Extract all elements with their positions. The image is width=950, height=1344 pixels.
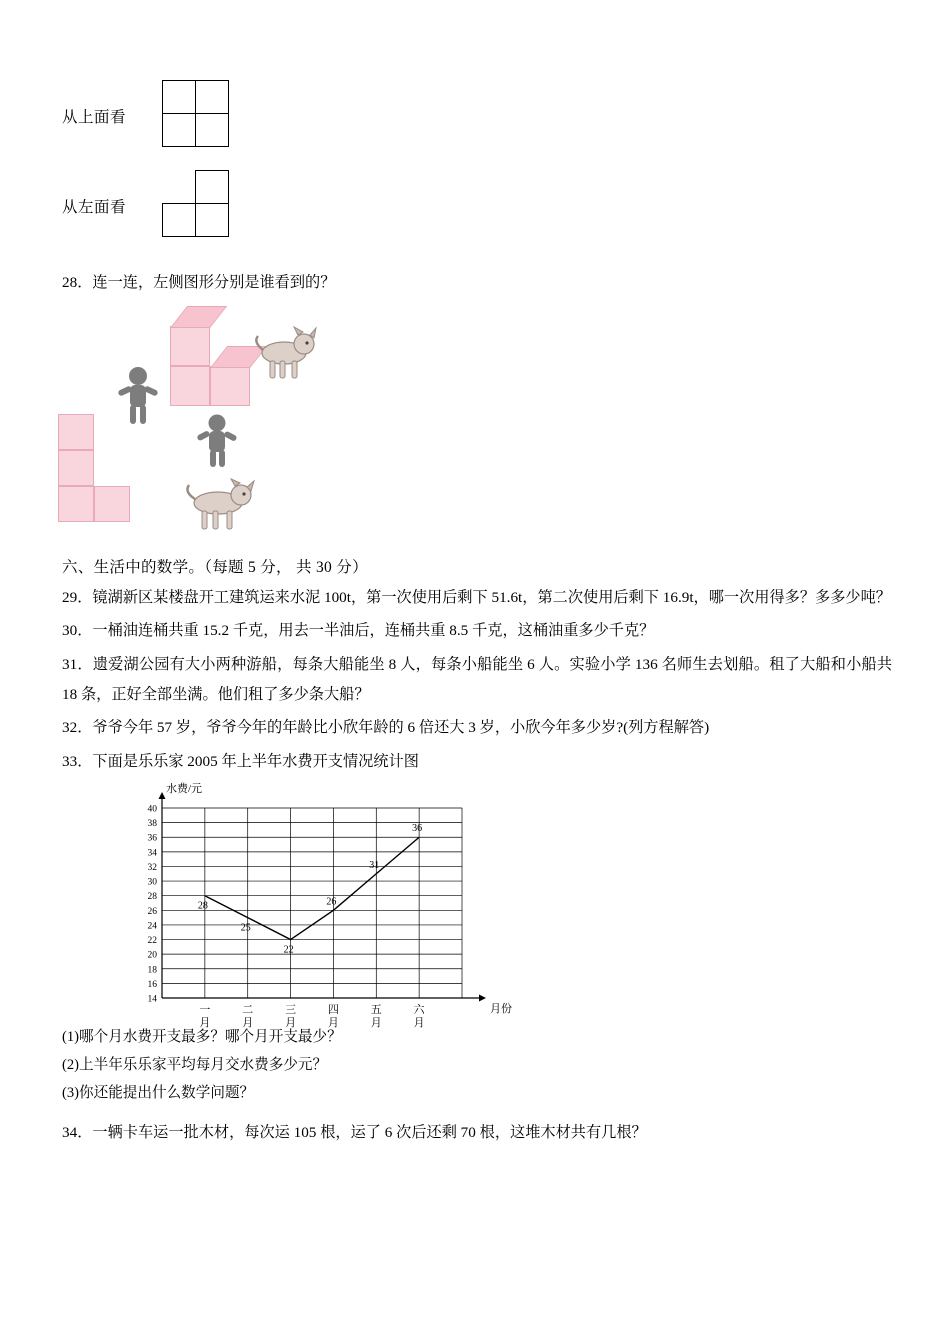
shape-2x2 (162, 80, 234, 152)
svg-text:16: 16 (147, 980, 157, 991)
problem-34: 34．一辆卡车运一批木材，每次运 105 根，运了 6 次后还剩 70 根，这堆木材共有几根？ (62, 1123, 647, 1141)
svg-text:水费/元: 水费/元 (166, 783, 203, 796)
grid-cell (162, 80, 196, 114)
shape-l (162, 170, 234, 242)
svg-text:32: 32 (147, 863, 157, 874)
svg-text:18: 18 (147, 965, 157, 976)
svg-text:月: 月 (285, 1017, 297, 1030)
svg-text:26: 26 (147, 907, 157, 918)
sub-question-2: (2)上半年乐乐家平均每月交水费多少元？ (62, 1057, 328, 1074)
grid-cell (195, 203, 229, 237)
svg-text:22: 22 (147, 936, 157, 947)
chart-svg (122, 783, 512, 1031)
pink-block (58, 414, 94, 450)
svg-text:三: 三 (285, 1004, 297, 1017)
svg-text:一: 一 (199, 1004, 211, 1017)
problem-29: 29．镜湖新区某楼盘开工建筑运来水泥 100t，第一次使用后剩下 51.6t，第二次使用后剩下 16.9t，哪一次用得多？多多少吨？ (62, 588, 891, 606)
svg-text:月: 月 (199, 1017, 211, 1030)
svg-text:38: 38 (147, 819, 157, 830)
problem-32: 32．爷爷今年 57 岁，爷爷今年的年龄比小欣年龄的 6 倍还大 3 岁，小欣今年多少岁?(列方程解答) (62, 719, 710, 737)
pink-block-top (170, 306, 227, 328)
svg-text:36: 36 (412, 823, 423, 835)
svg-text:25: 25 (240, 923, 251, 935)
view-label-left: 从左面看 (62, 199, 127, 216)
svg-text:月: 月 (327, 1017, 339, 1030)
sub-question-1: (1)哪个月水费开支最多？哪个月开支最少？ (62, 1029, 342, 1046)
page-content (62, 80, 892, 1151)
svg-text:34: 34 (147, 848, 157, 859)
section-heading: 六、生活中的数学。（每题 5 分， 共 30 分） (62, 558, 368, 576)
svg-text:22: 22 (283, 945, 294, 957)
svg-text:28: 28 (147, 892, 157, 903)
svg-text:26: 26 (326, 896, 337, 908)
water-fee-chart (62, 783, 892, 1030)
svg-text:四: 四 (327, 1004, 339, 1017)
svg-text:20: 20 (147, 951, 157, 962)
q28-illustration (62, 304, 892, 539)
sub-question-3: (3)你还能提出什么数学问题？ (62, 1084, 255, 1101)
pink-block (170, 366, 210, 406)
svg-text:月: 月 (242, 1017, 254, 1030)
pink-block (210, 366, 250, 406)
child-figure-icon (110, 364, 166, 426)
svg-text:40: 40 (147, 804, 157, 815)
svg-text:六: 六 (413, 1004, 425, 1017)
grid-cell (195, 80, 229, 114)
child-figure-icon (192, 412, 242, 468)
grid-cell (195, 113, 229, 147)
svg-text:月: 月 (413, 1017, 425, 1030)
svg-text:30: 30 (147, 878, 157, 889)
view-label-top: 从上面看 (62, 109, 127, 126)
chart-plot-area (122, 783, 512, 1030)
svg-text:二: 二 (242, 1004, 254, 1017)
question-28: 28．连一连，左侧图形分别是谁看到的？ (62, 274, 336, 291)
svg-text:31: 31 (369, 860, 380, 872)
grid-cell (162, 113, 196, 147)
problem-31: 31．遗爱湖公园有大小两种游船，每条大船能坐 8 人，每条小船能坐 6 人。实验小学 136 名师生去划船。租了大船和小船共 18 条，正好全部坐满。他们租了多少条大船？ (62, 655, 892, 703)
pink-block (58, 486, 94, 522)
svg-text:五: 五 (370, 1004, 382, 1017)
svg-text:28: 28 (197, 901, 208, 913)
view-row-top (62, 80, 892, 152)
svg-text:24: 24 (147, 921, 157, 932)
pink-block (94, 486, 130, 522)
svg-text:36: 36 (147, 834, 157, 845)
dog-figure-icon (250, 326, 320, 382)
svg-text:14: 14 (147, 994, 157, 1005)
chart-line-series (205, 838, 419, 940)
svg-text:月: 月 (370, 1017, 382, 1030)
svg-text:月份: 月份 (490, 1003, 512, 1016)
grid-cell (162, 203, 196, 237)
view-row-left (62, 170, 892, 242)
problem-30: 30．一桶油连桶共重 15.2 千克，用去一半油后，连桶共重 8.5 千克，这桶油重多少千克？ (62, 622, 655, 640)
problem-33: 33．下面是乐乐家 2005 年上半年水费开支情况统计图 (62, 752, 419, 770)
grid-cell (195, 170, 229, 204)
pink-block (170, 326, 210, 366)
pink-block (58, 450, 94, 486)
dog-figure-icon (182, 479, 260, 535)
